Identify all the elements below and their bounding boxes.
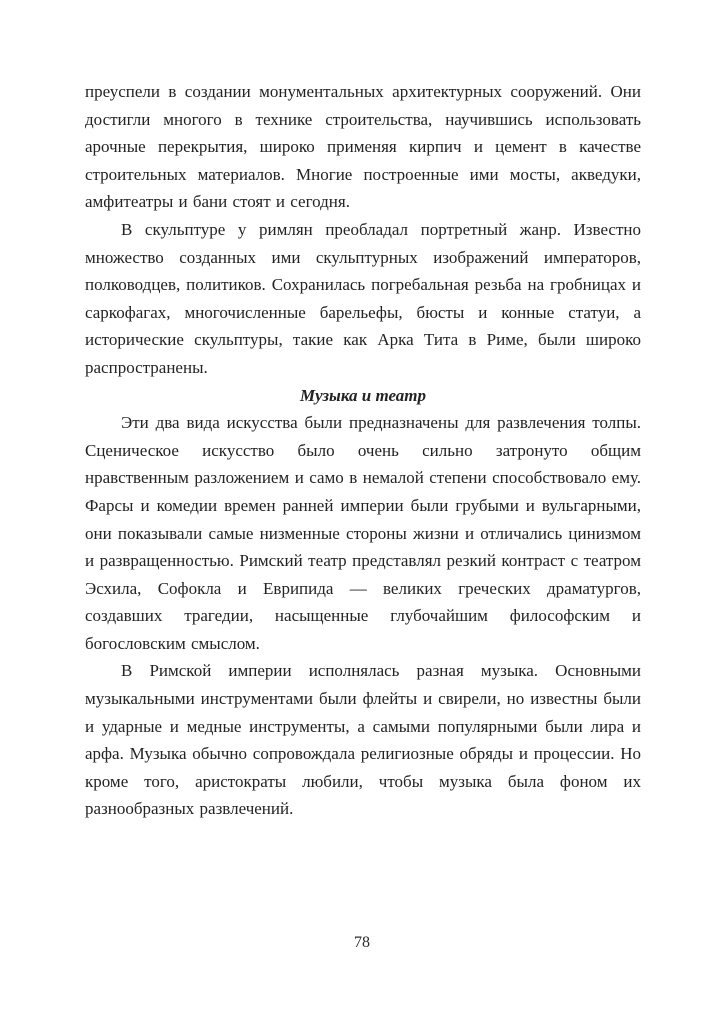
text-block [85, 78, 641, 823]
page-number: 78 [354, 934, 370, 951]
paragraph-architecture: преуспели в создании монументальных архитектурных сооружений. Они достигли многого в технике строительства, научившись использовать арочные перекрытия, широко применяя кирпич и цемент в качестве строительных материалов. Многие построенные ими мосты, акведуки, амфитеатры и бани стоят и сегодня. [85, 82, 641, 212]
section-heading-music-and-theater: Музыка и театр [299, 385, 427, 405]
paragraph-music: В Римской империи исполнялась разная музыка. Основными музыкальными инструментами были флейты и свирели, но известны были и ударные и медные инструменты, а самыми популярными были лира и арфа. Музыка обычно сопровождала религиозные обряды и процессии. Но кроме того, аристократы любили, чтобы музыка была фоном их разнообразных развлечений. [85, 661, 641, 819]
paragraph-theater: Эти два вида искусства были предназначены для развлечения толпы. Сценическое искусство было очень сильно затронуто общим нравственным разложением и само в немалой степени способствовало ему. Фарсы и комедии времен ранней империи были грубыми и вульгарными, они показывали самые низменные стороны жизни и отличались цинизмом и развращенностью. Римский театр представлял резкий контраст с театром Эсхила, Софокла и Еврипида — великих греческих драматургов, создавших трагедии, насыщенные глубочайшим философским и богословским смыслом. [85, 413, 641, 653]
paragraph-sculpture: В скульптуре у римлян преобладал портретный жанр. Известно множество созданных ими скульптурных изображений императоров, полководцев, политиков. Сохранилась погребальная резьба на гробницах и саркофагах, многочисленные барельефы, бюсты и конные статуи, а исторические скульптуры, такие как Арка Тита в Риме, были широко распространены. [85, 219, 641, 377]
